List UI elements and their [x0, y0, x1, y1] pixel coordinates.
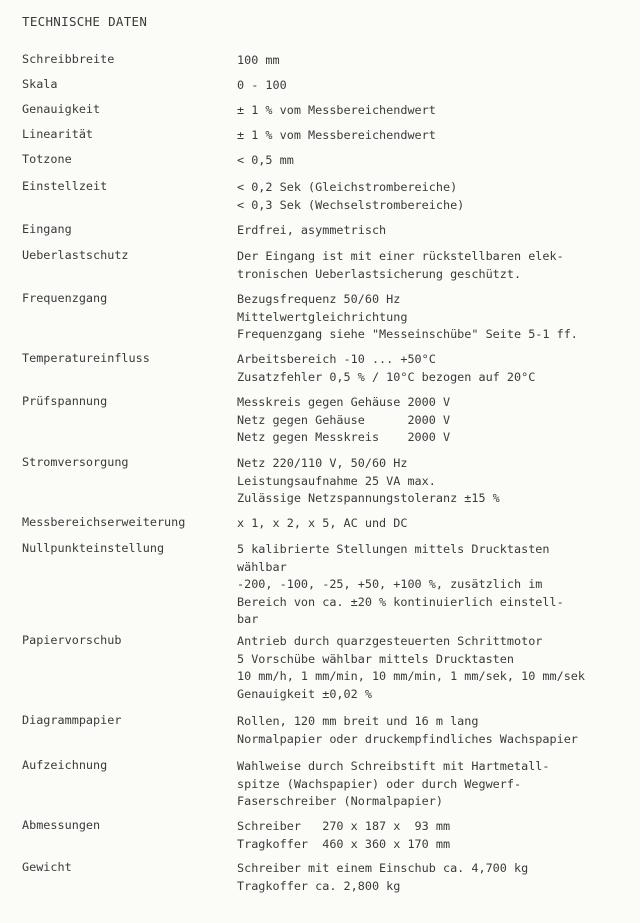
spec-value-line: tronischen Ueberlastsicherung geschützt.: [237, 266, 522, 281]
spec-value-line: Schreiber mit einem Einschub ca. 4,700 kg: [237, 861, 529, 875]
spec-value: [237, 818, 450, 853]
spec-value-line: Zusatzfehler 0,5 % / 10°C bezogen auf 20°C: [237, 369, 536, 384]
spec-value-line: < 0,3 Sek (Wechselstrombereiche): [237, 197, 465, 212]
spec-label: Temperatureinfluss: [22, 351, 150, 365]
spec-value-line: Wahlweise durch Schreibstift mit Hartmetall-: [237, 759, 550, 773]
spec-value-line: -200, -100, -25, +50, +100 %, zusätzlich im: [237, 577, 543, 591]
spec-value-line: Arbeitsbereich -10 ... +50°C: [237, 352, 436, 366]
spec-value-line: 100 mm: [237, 53, 280, 67]
spec-value-line: 5 kalibrierte Stellungen mittels Drucktasten: [237, 542, 550, 556]
spec-value: [237, 394, 450, 447]
spec-value: [237, 127, 436, 145]
spec-value-line: bar: [237, 612, 259, 626]
spec-value-line: Erdfrei, asymmetrisch: [237, 223, 387, 237]
spec-value: [237, 152, 294, 170]
spec-label: Aufzeichnung: [22, 758, 108, 772]
spec-value-line: Antrieb durch quarzgesteuerten Schrittmotor: [237, 634, 543, 648]
spec-label: Linearität: [22, 127, 94, 141]
spec-value: [237, 860, 528, 895]
spec-label: Schreibbreite: [22, 52, 115, 66]
spec-value-line: Schreiber 270 x 187 x 93 mm: [237, 819, 451, 833]
spec-value-line: Zulässige Netzspannungstoleranz ±15 %: [237, 491, 500, 505]
spec-value-line: Tragkoffer ca. 2,800 kg: [237, 878, 401, 893]
spec-label: Nullpunkteinstellung: [22, 541, 165, 555]
spec-value-line: Faserschreiber (Normalpapier): [237, 794, 443, 808]
spec-label: Genauigkeit: [22, 102, 101, 116]
spec-value-line: Frequenzgang siehe "Messeinschübe" Seite 5-1 ff.: [237, 327, 578, 341]
spec-value-line: 10 mm/h, 1 mm/min, 10 mm/min, 1 mm/sek, 10 mm/sek: [237, 669, 586, 683]
spec-value: [237, 541, 564, 629]
spec-value-line: Mittelwertgleichrichtung: [237, 309, 408, 324]
spec-value-line: Bezugsfrequenz 50/60 Hz: [237, 292, 401, 306]
spec-value: [237, 351, 535, 386]
spec-value: [237, 515, 407, 533]
spec-value-line: Netz gegen Messkreis 2000 V: [237, 430, 451, 444]
spec-label: Eingang: [22, 222, 72, 236]
spec-value-line: Der Eingang ist mit einer rückstellbaren elek-: [237, 249, 564, 263]
spec-label: Prüfspannung: [22, 394, 108, 408]
spec-value: [237, 222, 386, 240]
spec-value-line: 5 Vorschübe wählbar mittels Drucktasten: [237, 651, 514, 666]
spec-label: Totzone: [22, 152, 72, 166]
spec-value: [237, 291, 578, 344]
spec-value: [237, 102, 436, 120]
spec-value-line: Bereich von ca. ±20 % kontinuierlich einstell-: [237, 594, 564, 609]
spec-value-line: spitze (Wachspapier) oder durch Wegwerf-: [237, 776, 522, 791]
spec-value-line: < 0,2 Sek (Gleichstrombereiche): [237, 180, 458, 194]
spec-value: [237, 77, 287, 95]
spec-label: Skala: [22, 77, 58, 91]
spec-label: Papiervorschub: [22, 633, 122, 647]
spec-value-line: x 1, x 2, x 5, AC und DC: [237, 516, 408, 530]
spec-value-line: 0 - 100: [237, 78, 287, 92]
spec-label: Messbereichserweiterung: [22, 515, 186, 529]
spec-value-line: Genauigkeit ±0,02 %: [237, 686, 372, 701]
spec-label: Einstellzeit: [22, 179, 108, 193]
spec-value: [237, 455, 500, 508]
spec-label: Gewicht: [22, 860, 72, 874]
spec-value-line: wählbar: [237, 559, 287, 574]
page-title: TECHNISCHE DATEN: [22, 14, 148, 29]
spec-value-line: ± 1 % vom Messbereichendwert: [237, 103, 436, 117]
spec-label: Ueberlastschutz: [22, 248, 129, 262]
spec-label: Abmessungen: [22, 818, 101, 832]
spec-value: [237, 52, 280, 70]
spec-value: [237, 248, 564, 283]
spec-value: [237, 179, 464, 214]
spec-label: Stromversorgung: [22, 455, 129, 469]
spec-value-line: Leistungsaufnahme 25 VA max.: [237, 473, 436, 488]
spec-value-line: Messkreis gegen Gehäuse 2000 V: [237, 395, 451, 409]
spec-value-line: Normalpapier oder druckempfindliches Wachspapier: [237, 731, 578, 746]
spec-value-line: Netz gegen Gehäuse 2000 V: [237, 412, 451, 427]
spec-value-line: < 0,5 mm: [237, 153, 294, 167]
spec-value: [237, 758, 550, 811]
spec-value-line: Rollen, 120 mm breit und 16 m lang: [237, 714, 479, 728]
spec-value-line: Netz 220/110 V, 50/60 Hz: [237, 456, 408, 470]
spec-value: [237, 633, 585, 703]
spec-label: Frequenzgang: [22, 291, 108, 305]
spec-value-line: Tragkoffer 460 x 360 x 170 mm: [237, 836, 451, 851]
spec-value: [237, 713, 578, 748]
spec-label: Diagrammpapier: [22, 713, 122, 727]
spec-value-line: ± 1 % vom Messbereichendwert: [237, 128, 436, 142]
